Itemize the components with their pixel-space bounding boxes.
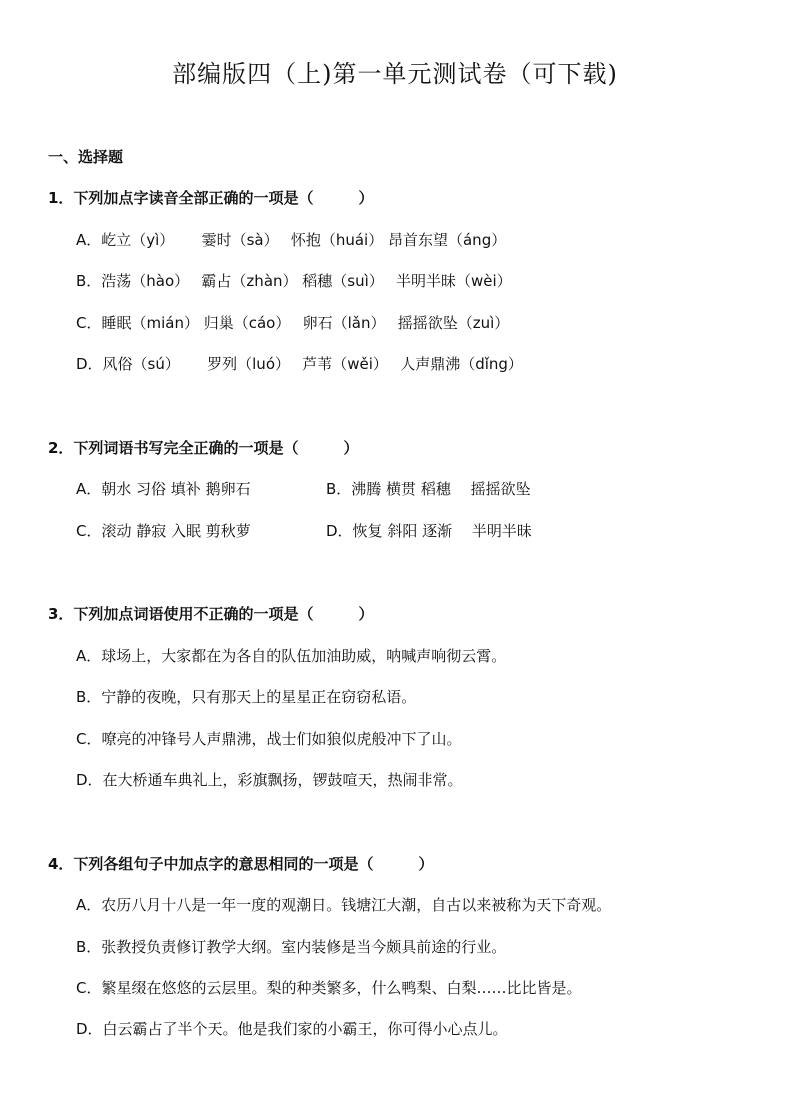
question-2-option-b: B．沸腾 横贯 稻穗 摇摇欲坠 bbox=[326, 480, 531, 498]
question-4-option-d: D．白云霸占了半个天。他是我们家的小霸王，你可得小心点儿。 bbox=[76, 1020, 508, 1038]
question-1-stem: 1．下列加点字读音全部正确的一项是（ ） bbox=[48, 189, 374, 207]
question-3-stem: 3．下列加点词语使用不正确的一项是（ ） bbox=[48, 605, 374, 623]
section-heading: 一、选择题 bbox=[48, 148, 124, 166]
question-2-option-c: C．滚动 静寂 入眠 剪秋萝 bbox=[76, 522, 251, 540]
question-3-option-c: C．嘹亮的冲锋号人声鼎沸，战士们如狼似虎般冲下了山。 bbox=[76, 730, 462, 748]
question-2-option-d: D．恢复 斜阳 逐渐 半明半昧 bbox=[326, 522, 532, 540]
question-1-option-c: C．睡眠（mián） 归巢（cáo） 卵石（lǎn） 摇摇欲坠（zuì） bbox=[76, 314, 510, 332]
question-3-option-b: B．宁静的夜晚，只有那天上的星星正在窃窃私语。 bbox=[76, 688, 417, 706]
question-1-option-d: D．风俗（sú） 罗列（luó） 芦苇（wěi） 人声鼎沸（dǐng） bbox=[76, 355, 523, 373]
question-4-stem: 4．下列各组句子中加点字的意思相同的一项是（ ） bbox=[48, 855, 434, 873]
question-2-option-a: A．朝水 习俗 填补 鹅卵石 bbox=[76, 480, 251, 498]
question-4-option-a: A．农历八月十八是一年一度的观潮日。钱塘江大潮，自古以来被称为天下奇观。 bbox=[76, 896, 612, 914]
question-2-stem: 2．下列词语书写完全正确的一项是（ ） bbox=[48, 439, 359, 457]
question-1-option-a: A．屹立（yì） 霎时（sà） 怀抱（huái） 昂首东望（áng） bbox=[76, 231, 507, 249]
question-1-option-b: B．浩荡（hào） 霸占（zhàn） 稻穗（suì） 半明半昧（wèi） bbox=[76, 272, 512, 290]
question-3-option-a: A．球场上，大家都在为各自的队伍加油助威，呐喊声响彻云霄。 bbox=[76, 647, 507, 665]
question-3-option-d: D．在大桥通车典礼上，彩旗飘扬，锣鼓喧天，热闹非常。 bbox=[76, 771, 463, 789]
question-4-option-c: C．繁星缀在悠悠的云层里。梨的种类繁多，什么鸭梨、白梨……比比皆是。 bbox=[76, 979, 582, 997]
page-title: 部编版四（上)第一单元测试卷（可下载) bbox=[172, 60, 618, 88]
question-4-option-b: B．张教授负责修订教学大纲。室内装修是当今颇具前途的行业。 bbox=[76, 938, 507, 956]
